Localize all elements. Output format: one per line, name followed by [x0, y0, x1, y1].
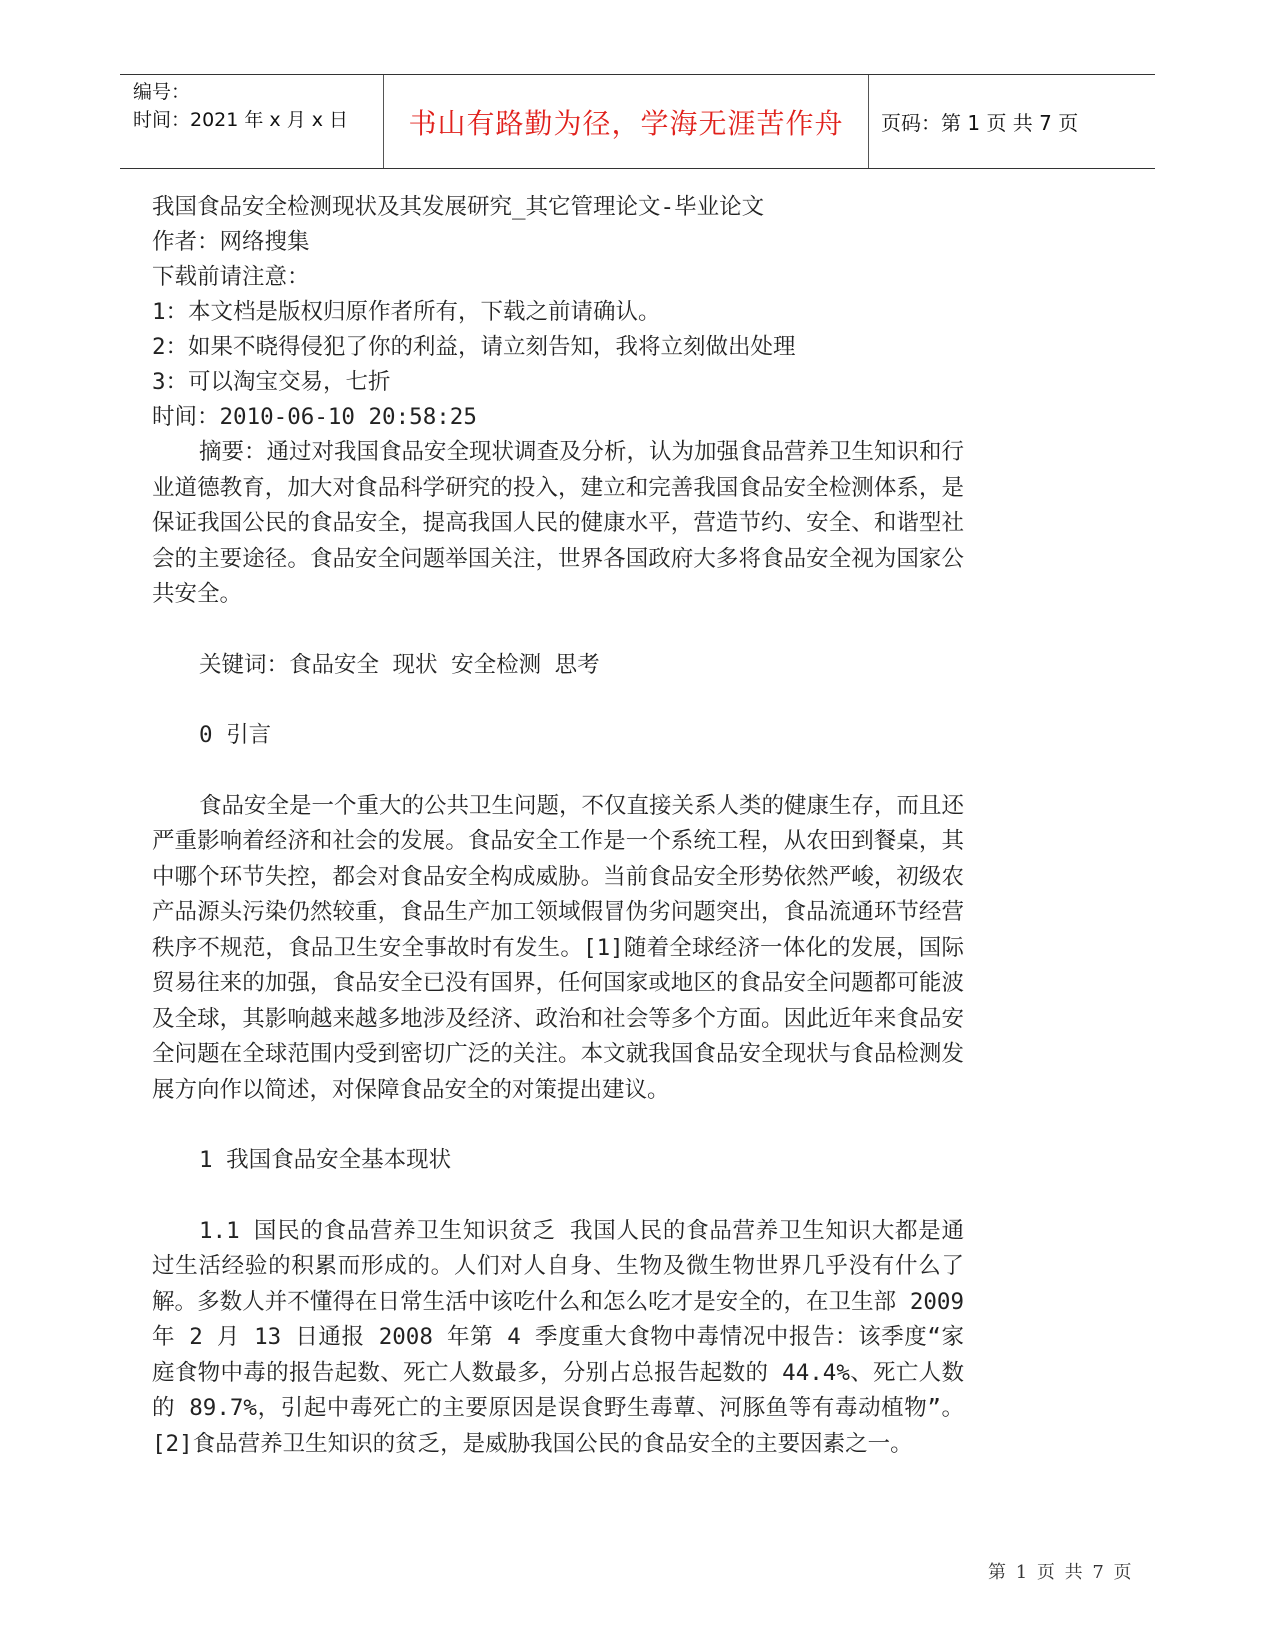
header-motto: 书山有路勤为径，学海无涯苦作舟: [384, 75, 869, 168]
keywords-line: 关键词：食品安全 现状 安全检测 思考: [199, 651, 600, 678]
notice-item-1: 1：本文档是版权归原作者所有，下载之前请确认。: [152, 299, 661, 325]
header-left-cell: [120, 75, 384, 168]
section-1-heading: 1 我国食品安全基本现状: [199, 1147, 452, 1173]
document-header: [120, 74, 1155, 169]
document-body: [152, 190, 964, 1462]
doc-author: 作者：网络搜集: [152, 229, 310, 255]
abstract-paragraph: 摘要：通过对我国食品安全现状调查及分析，认为加强食品营养卫生知识和行业道德教育，加大对食品科学研究的投入，建立和完善我国食品安全检测体系，是保证我国公民的食品安全，提高我国人民的健康水平，营造节约、安全、和谐型社会的主要途径。食品安全问题举国关注，世界各国政府大多将食品安全视为国家公共安全。: [152, 439, 965, 607]
doc-title: 我国食品安全检测现状及其发展研究_其它管理论文-毕业论文: [152, 194, 765, 220]
notice-item-3: 3：可以淘宝交易，七折: [152, 369, 391, 395]
time-label: 时间：2021 年 x 月 x 日: [133, 109, 349, 131]
serial-label: 编号：: [133, 81, 191, 103]
page-footer: 第 1 页 共 7 页: [988, 1562, 1134, 1583]
notice-item-2: 2：如果不晓得侵犯了你的利益，请立刻告知，我将立刻做出处理: [152, 334, 796, 360]
notice-title: 下载前请注意：: [152, 264, 310, 290]
section-0-heading: 0 引言: [199, 722, 272, 748]
header-page-info: 页码：第 1 页 共 7 页: [881, 111, 1079, 135]
intro-paragraph: 食品安全是一个重大的公共卫生问题，不仅直接关系人类的健康生存，而且还严重影响着经济和社会的发展。食品安全工作是一个系统工程，从农田到餐桌，其中哪个环节失控，都会对食品安全构成威胁。当前食品安全形势依然严峻，初级农产品源头污染仍然较重，食品生产加工领域假冒伪劣问题突出，食品流通环节经营秩序不规范，食品卫生安全事故时有发生。[1]随着全球经济一体化的发展，国际贸易往来的加强，食品安全已没有国界，任何国家或地区的食品安全问题都可能波及全球，其影响越来越多地涉及经济、政治和社会等多个方面。因此近年来食品安全问题在全球范围内受到密切广泛的关注。本文就我国食品安全现状与食品检测发展方向作以简述，对保障食品安全的对策提出建议。: [152, 792, 965, 1103]
doc-time: 时间：2010-06-10 20:58:25: [152, 404, 477, 430]
section-1-1-paragraph: 1.1 国民的食品营养卫生知识贫乏 我国人民的食品营养卫生知识大都是通过生活经验的积累而形成的。人们对人自身、生物及微生物世界几乎没有什么了解。多数人并不懂得在日常生活中该吃什么和怎么吃才是安全的，在卫生部 2009 年 2 月 13 日通报 2008 年第 4 季度重大食物中毒情况中报告：该季度“家庭食物中毒的报告起数、死亡人数最多，分别占总报告起数的 44.4%、死亡人数的 89.7%，引起中毒死亡的主要原因是误食野生毒蕈、河豚鱼等有毒动植物”。[2]食品营养卫生知识的贫乏，是威胁我国公民的食品安全的主要因素之一。: [152, 1217, 964, 1457]
